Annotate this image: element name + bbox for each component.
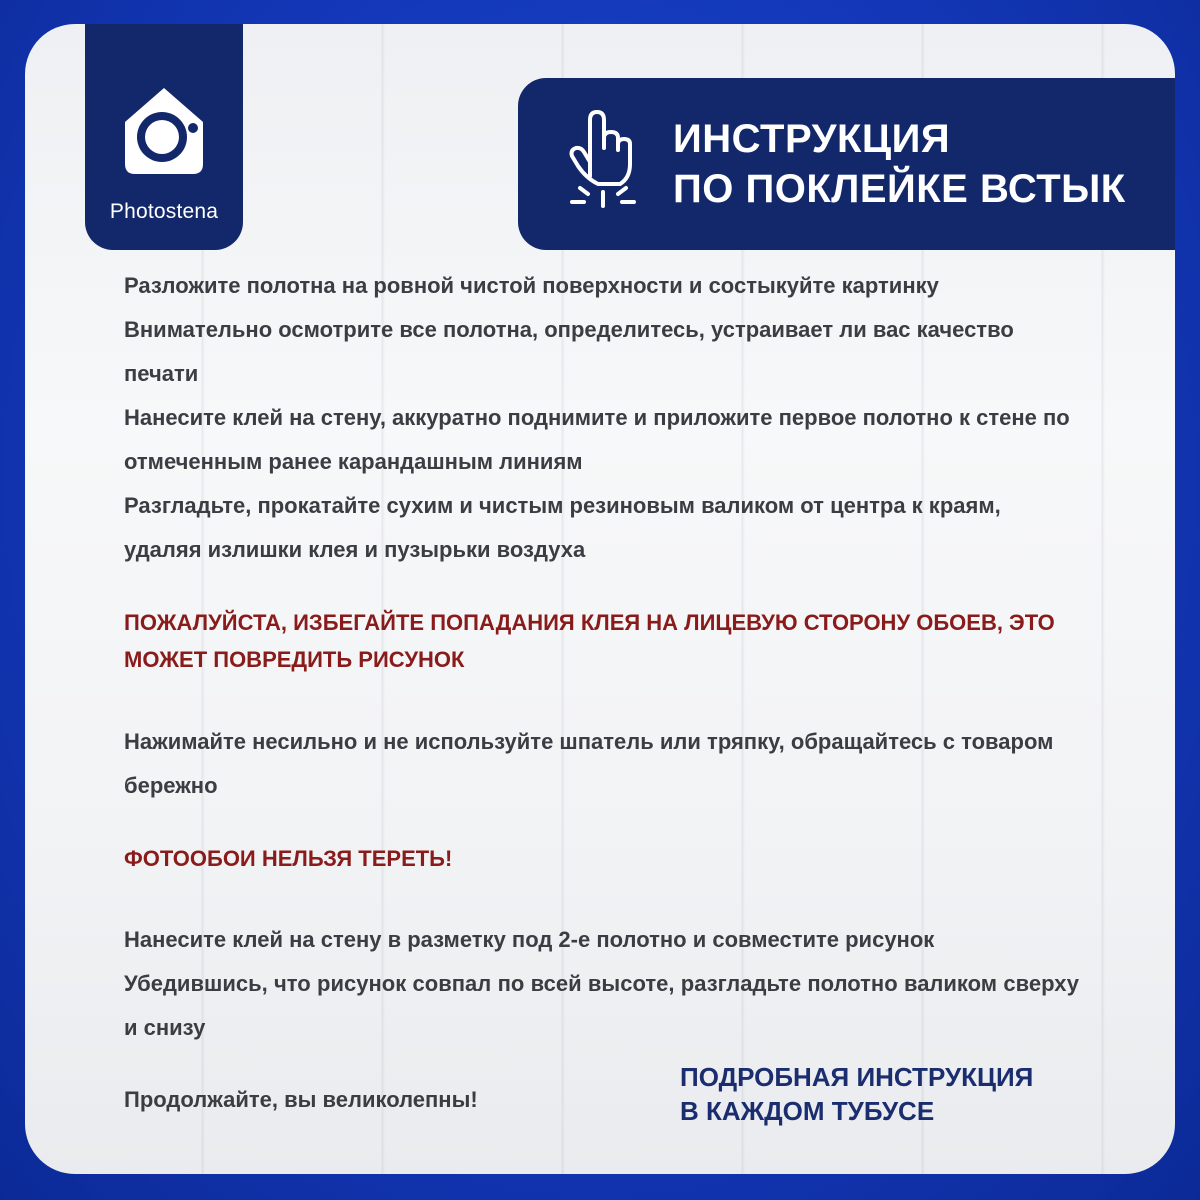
brand-name: Photostena [109,200,219,223]
house-camera-icon [115,82,213,180]
step-3: Нанесите клей на стену, аккуратно поднимите и приложите первое полотно к стене по отмеченным ранее карандашным линиям [124,405,1070,474]
step-1: Разложите полотна на ровной чистой поверхности и состыкуйте картинку [124,273,939,298]
title-line-1: ИНСТРУКЦИЯ [673,117,951,161]
brand-logo [85,24,243,250]
title-banner [518,78,1175,250]
closing-text: Продолжайте, вы великолепны! [124,1087,478,1112]
page-title [673,114,1126,214]
step-5: Нанесите клей на стену в разметку под 2-е полотно и совместите рисунок [124,927,935,952]
step-press [124,720,1079,808]
hand-press-icon [568,108,638,208]
footer-note-line-2: В КАЖДОМ ТУБУСЕ [680,1096,935,1126]
instruction-card [25,24,1175,1174]
footer-note [680,1060,1033,1128]
step-press-text: Нажимайте несильно и не используйте шпатель или тряпку, обращайтесь с товаром бережно [124,729,1054,798]
step-4: Разгладьте, прокатайте сухим и чистым резиновым валиком от центра к краям, удаляя излишки клея и пузырьки воздуха [124,493,1001,562]
title-line-2: ПО ПОКЛЕЙКЕ ВСТЫК [673,167,1126,211]
step-6: Убедившись, что рисунок совпал по всей высоте, разгладьте полотно валиком сверху и снизу [124,971,1079,1040]
steps-block-1 [124,264,1079,572]
steps-block-2 [124,918,1079,1050]
footer-note-line-1: ПОДРОБНАЯ ИНСТРУКЦИЯ [680,1062,1034,1092]
step-2: Внимательно осмотрите все полотна, определитесь, устраивает ли вас качество печати [124,317,1014,386]
warning-glue: ПОЖАЛУЙСТА, ИЗБЕГАЙТЕ ПОПАДАНИЯ КЛЕЯ НА ЛИЦЕВУЮ СТОРОНУ ОБОЕВ, ЭТО МОЖЕТ ПОВРЕДИТЬ РИСУНОК [124,610,1055,672]
closing-line [124,1078,624,1122]
warning-no-rub: ФОТООБОИ НЕЛЬЗЯ ТЕРЕТЬ! [124,846,453,871]
